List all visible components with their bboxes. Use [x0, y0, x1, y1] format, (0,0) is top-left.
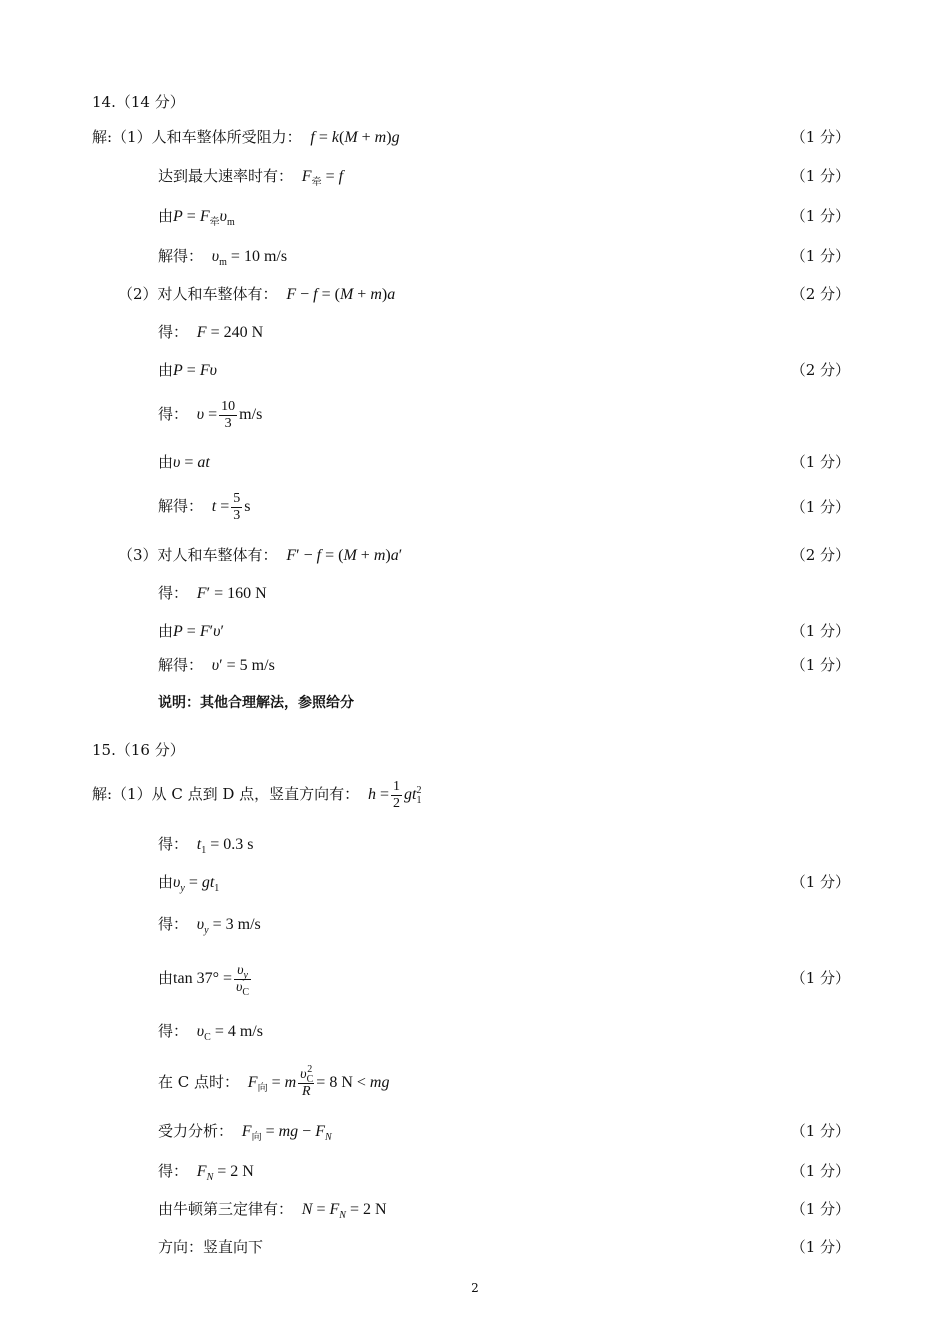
get-label: 得：: [158, 1022, 189, 1040]
q14-power-eq: 由$P = F_牵\upsilon_m$: [158, 207, 235, 229]
q15-newton-third: 由牛顿第三定律有： $N = F_N = 2$ N: [158, 1200, 387, 1222]
frac-num: 5: [233, 490, 241, 506]
page-number: 2: [471, 1281, 479, 1295]
q14-pts-2: （1 分）: [790, 167, 850, 185]
get-label: 得：: [158, 405, 189, 423]
q15-p1-vertical: 解:（1）从 C 点到 D 点，竖直方向有： h = $\frac{1}{2}$ $gt_1^2$: [92, 778, 422, 811]
direction-value: 竖直向下: [203, 1238, 264, 1256]
fn-value: 2 N: [230, 1163, 254, 1180]
q15-pts-2: （1 分）: [790, 969, 850, 987]
vm-value: 10 m/s: [243, 248, 288, 265]
q14-p1-intro: 解:（1）人和车整体所受阻力：: [92, 128, 302, 146]
q14-p1-resistance: [92, 127, 400, 148]
get-label: 得：: [158, 915, 189, 933]
tan-text: tan 37° =: [173, 970, 232, 987]
q14-p-fprime: 由P = F′υ′: [158, 622, 224, 640]
q14-pts-6: （2 分）: [790, 361, 850, 379]
q14-p2-intro: （2）对人和车整体有：: [118, 285, 278, 303]
frac-num: 1: [393, 778, 400, 794]
q14-v-result: 得： υ = $\frac{10}{3}$ m/s: [158, 398, 263, 431]
get-label: 得：: [158, 1162, 189, 1180]
sub-qian: 牵: [209, 217, 220, 229]
q15-tan-eq: 由tan 37° = $\frac{\upsilon_y}{\upsilon_C}$: [158, 962, 250, 998]
t1-value: 0.3 s: [223, 836, 254, 853]
t-unit: s: [244, 498, 251, 515]
by-label: 由: [158, 207, 174, 225]
vy-value: 3 m/s: [225, 916, 261, 933]
get-label: 得：: [158, 835, 189, 853]
n-value: 2 N: [362, 1201, 387, 1218]
f-value: 240 N: [223, 324, 264, 341]
sub-xiang: 向: [257, 1083, 268, 1095]
frac-num: 10: [221, 398, 236, 414]
solve-label: 解得：: [158, 247, 204, 265]
q15-fn-result: 得： $F_N = 2$ N: [158, 1162, 254, 1184]
q15-vy-gt: 由$\upsilon_y = gt_1$: [158, 873, 220, 895]
sub-qian: 牵: [311, 177, 322, 189]
solve-label: 解得：: [158, 656, 204, 674]
q14-resistance-formula: f = k(M + m)g: [310, 129, 400, 146]
q14-reach-label: 达到最大速率时有：: [158, 167, 294, 185]
frac-den: 2: [393, 795, 400, 811]
frac-den: 3: [233, 507, 241, 523]
q14-fprime-result: 得： F′ = 160 N: [158, 584, 267, 602]
q15-force-analysis: 受力分析： $F_向$ = mg − $F_N$: [158, 1122, 332, 1144]
vc-value: 4 m/s: [227, 1023, 263, 1040]
v-unit: m/s: [239, 406, 263, 423]
q14-f-result: 得： F = 240 N: [158, 323, 264, 341]
q14-note: 说明：其他合理解法，参照给分: [158, 695, 354, 711]
q14-p3-newton: （3）对人和车整体有： F′ − f = (M + m)a′: [118, 546, 403, 564]
q15-pts-4: （1 分）: [790, 1162, 850, 1180]
frac-den: 3: [224, 415, 232, 431]
direction-label: 方向：: [158, 1238, 204, 1256]
q15-pts-6: （1 分）: [790, 1238, 850, 1256]
fprime-value: 160 N: [227, 585, 267, 602]
fxiang-value: 8 N: [329, 1074, 353, 1091]
q14-vm-result: 解得： $\upsilon_m = 10$ m/s: [158, 247, 288, 269]
q14-t-result: 解得： t = $\frac{5}{3}$ s: [158, 490, 251, 523]
by-label: 由: [158, 622, 174, 640]
q14-pts-11: （1 分）: [790, 656, 850, 674]
q14-vprime-result: 解得： υ′ = 5 m/s: [158, 656, 275, 674]
q15-pts-5: （1 分）: [790, 1200, 850, 1218]
get-label: 得：: [158, 584, 189, 602]
q15-p1-intro: 解:（1）从 C 点到 D 点，竖直方向有：: [92, 785, 360, 803]
by-label: 由: [158, 453, 174, 471]
q14-traction-eq: $F_牵 = f$: [301, 168, 344, 189]
get-label: 得：: [158, 323, 189, 341]
q14-p2-newton: （2）对人和车整体有： F − f = (M + m)a: [118, 285, 396, 303]
force-label: 受力分析：: [158, 1122, 234, 1140]
q14-header: 14.（14 分）: [92, 93, 185, 111]
q14-p-fv: 由P = Fυ: [158, 361, 217, 379]
by-label: 由: [158, 969, 174, 987]
q15-direction: [158, 1237, 263, 1257]
q14-v-at: 由υ = at: [158, 453, 210, 471]
vprime-value: 5 m/s: [239, 657, 275, 674]
q15-vy-result: 得： $\upsilon_y = 3$ m/s: [158, 915, 261, 937]
q14-pts-3: （1 分）: [790, 207, 850, 225]
at-c-label: 在 C 点时：: [158, 1073, 240, 1091]
q14-pts-4: （1 分）: [790, 247, 850, 265]
q15-centripetal: 在 C 点时： $F_向 = m$ $\frac{\upsilon_C^2}{R}$ = 8 N < mg: [158, 1064, 390, 1099]
q15-pts-3: （1 分）: [790, 1122, 850, 1140]
sub-xiang: 向: [251, 1132, 262, 1144]
q15-pts-1: （1 分）: [790, 873, 850, 891]
q15-header: 15.（16 分）: [92, 741, 185, 759]
q15-t1-result: 得： $t_1 = 0.3$ s: [158, 835, 254, 857]
q14-pts-8: （1 分）: [790, 498, 850, 516]
q14-max-speed: [158, 166, 343, 187]
newton-label: 由牛顿第三定律有：: [158, 1200, 294, 1218]
q14-pts-5: （2 分）: [790, 285, 850, 303]
by-label: 由: [158, 873, 174, 891]
q15-vc-result: 得： $\upsilon_C = 4$ m/s: [158, 1022, 263, 1044]
by-label: 由: [158, 361, 174, 379]
q14-pts-10: （1 分）: [790, 622, 850, 640]
q14-pts-1: （1 分）: [790, 128, 850, 146]
q14-p3-intro: （3）对人和车整体有：: [118, 546, 278, 564]
q14-pts-9: （2 分）: [790, 546, 850, 564]
solve-label: 解得：: [158, 497, 204, 515]
q14-pts-7: （1 分）: [790, 453, 850, 471]
